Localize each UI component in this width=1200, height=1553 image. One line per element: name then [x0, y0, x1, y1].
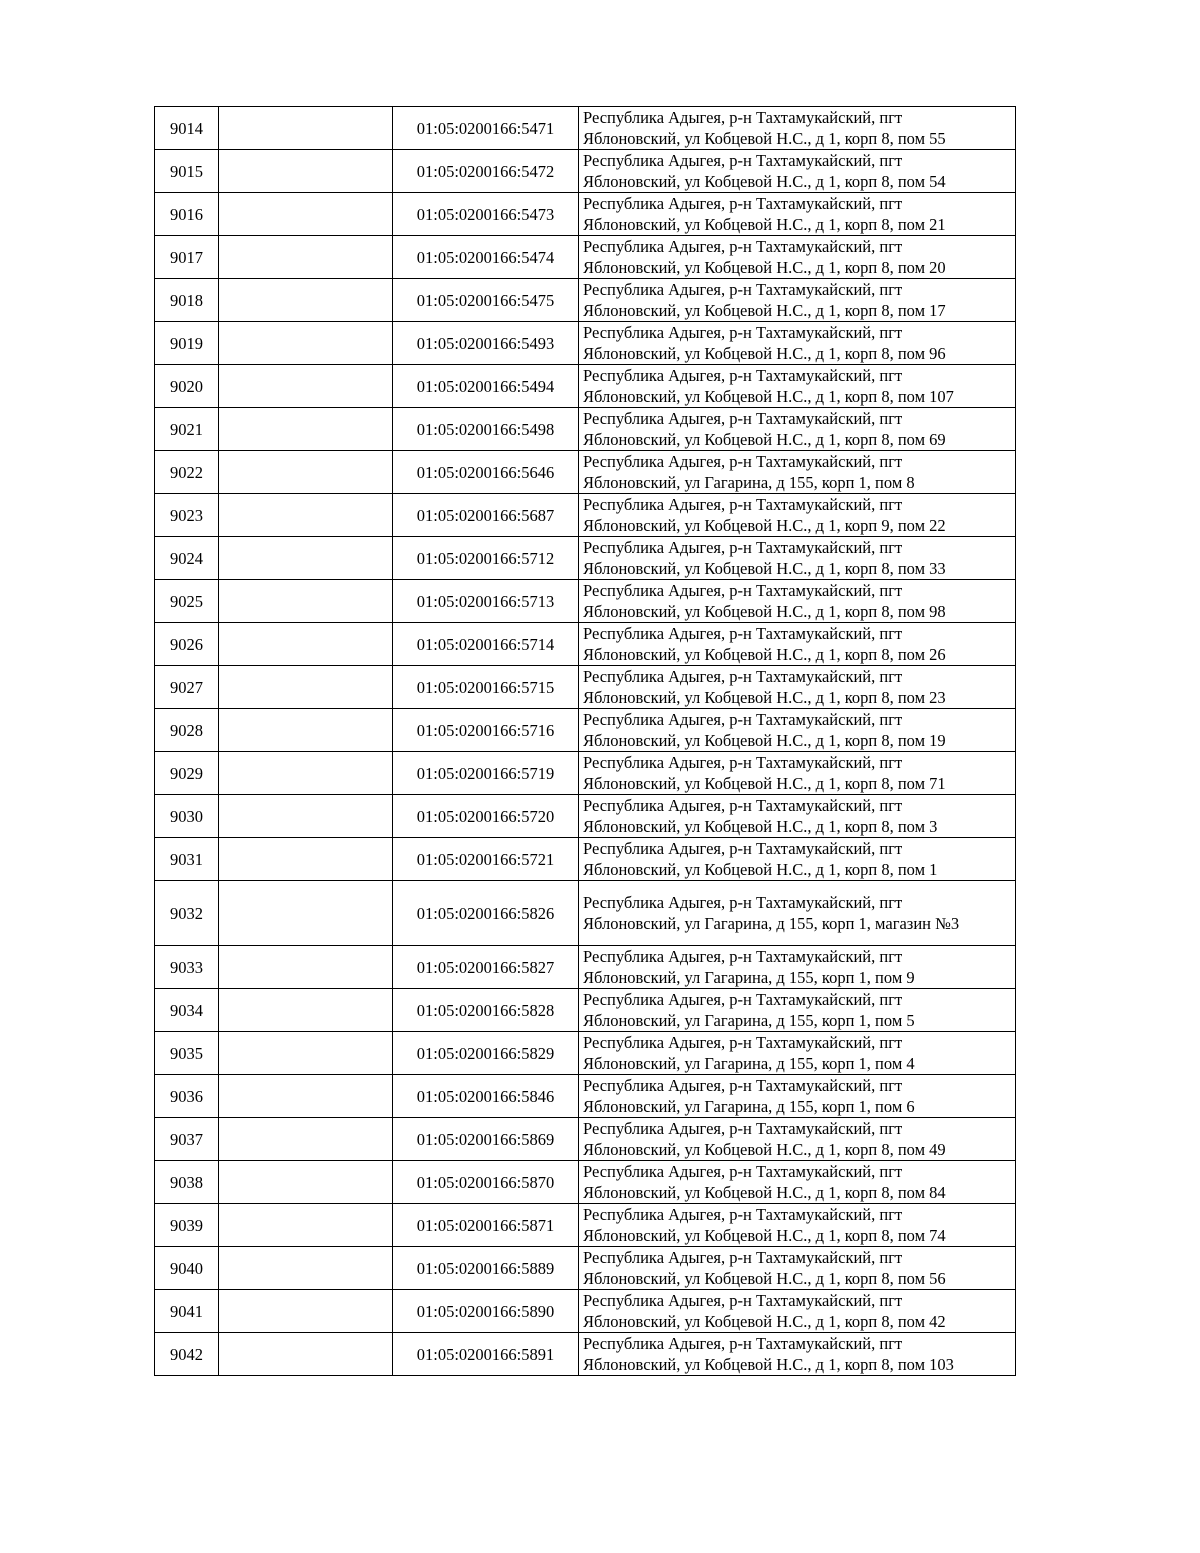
empty-cell — [219, 881, 393, 946]
address-line-2: Яблоновский, ул Кобцевой Н.С., д 1, корп 8, пом 26 — [583, 645, 946, 664]
address-line-2: Яблоновский, ул Кобцевой Н.С., д 1, корп 8, пом 55 — [583, 129, 946, 148]
address-cell — [579, 451, 1016, 494]
empty-cell — [219, 666, 393, 709]
table-row — [155, 1247, 1016, 1290]
row-number-cell: 9029 — [155, 752, 219, 795]
address-cell — [579, 1032, 1016, 1075]
empty-cell — [219, 1032, 393, 1075]
row-number-cell: 9028 — [155, 709, 219, 752]
address-line-1: Республика Адыгея, р-н Тахтамукайский, пгт — [583, 194, 903, 213]
cadastral-number-cell: 01:05:0200166:5493 — [393, 322, 579, 365]
address-cell — [579, 236, 1016, 279]
address-line-1: Республика Адыгея, р-н Тахтамукайский, пгт — [583, 409, 903, 428]
cadastral-number-cell: 01:05:0200166:5719 — [393, 752, 579, 795]
address-line-1: Республика Адыгея, р-н Тахтамукайский, пгт — [583, 323, 903, 342]
cadastral-number-cell: 01:05:0200166:5827 — [393, 946, 579, 989]
address-line-2: Яблоновский, ул Кобцевой Н.С., д 1, корп 8, пом 107 — [583, 387, 954, 406]
address-line-2: Яблоновский, ул Кобцевой Н.С., д 1, корп 8, пом 71 — [583, 774, 946, 793]
table-row — [155, 150, 1016, 193]
row-number-cell: 9035 — [155, 1032, 219, 1075]
address-cell — [579, 279, 1016, 322]
address-cell — [579, 1161, 1016, 1204]
address-cell — [579, 881, 1016, 946]
empty-cell — [219, 107, 393, 150]
address-line-2: Яблоновский, ул Гагарина, д 155, корп 1, пом 6 — [583, 1097, 915, 1116]
table-row — [155, 838, 1016, 881]
address-cell — [579, 193, 1016, 236]
table-row — [155, 537, 1016, 580]
empty-cell — [219, 279, 393, 322]
cadastral-number-cell: 01:05:0200166:5475 — [393, 279, 579, 322]
address-cell — [579, 1290, 1016, 1333]
address-line-1: Республика Адыгея, р-н Тахтамукайский, пгт — [583, 893, 903, 912]
cadastral-number-cell: 01:05:0200166:5889 — [393, 1247, 579, 1290]
row-number-cell: 9041 — [155, 1290, 219, 1333]
table-row — [155, 107, 1016, 150]
address-line-2: Яблоновский, ул Кобцевой Н.С., д 1, корп 8, пом 103 — [583, 1355, 954, 1374]
address-line-1: Республика Адыгея, р-н Тахтамукайский, пгт — [583, 990, 903, 1009]
address-line-1: Республика Адыгея, р-н Тахтамукайский, пгт — [583, 753, 903, 772]
address-line-1: Республика Адыгея, р-н Тахтамукайский, пгт — [583, 1248, 903, 1267]
address-line-1: Республика Адыгея, р-н Тахтамукайский, пгт — [583, 1162, 903, 1181]
row-number-cell: 9042 — [155, 1333, 219, 1376]
row-number-cell: 9031 — [155, 838, 219, 881]
table-row — [155, 580, 1016, 623]
cadastral-number-cell: 01:05:0200166:5712 — [393, 537, 579, 580]
table-row — [155, 881, 1016, 946]
address-cell — [579, 365, 1016, 408]
cadastral-number-cell: 01:05:0200166:5713 — [393, 580, 579, 623]
table-row — [155, 989, 1016, 1032]
row-number-cell: 9021 — [155, 408, 219, 451]
address-line-1: Республика Адыгея, р-н Тахтамукайский, пгт — [583, 1119, 903, 1138]
row-number-cell: 9038 — [155, 1161, 219, 1204]
address-line-1: Республика Адыгея, р-н Тахтамукайский, пгт — [583, 839, 903, 858]
table-row — [155, 451, 1016, 494]
address-cell — [579, 580, 1016, 623]
empty-cell — [219, 494, 393, 537]
table-row — [155, 795, 1016, 838]
row-number-cell: 9020 — [155, 365, 219, 408]
address-line-1: Республика Адыгея, р-н Тахтамукайский, пгт — [583, 495, 903, 514]
cadastral-number-cell: 01:05:0200166:5846 — [393, 1075, 579, 1118]
table-row — [155, 1075, 1016, 1118]
cadastral-number-cell: 01:05:0200166:5870 — [393, 1161, 579, 1204]
cadastral-number-cell: 01:05:0200166:5891 — [393, 1333, 579, 1376]
address-cell — [579, 1204, 1016, 1247]
cadastral-number-cell: 01:05:0200166:5871 — [393, 1204, 579, 1247]
address-line-2: Яблоновский, ул Кобцевой Н.С., д 1, корп 8, пом 96 — [583, 344, 946, 363]
address-cell — [579, 107, 1016, 150]
cadastral-number-cell: 01:05:0200166:5829 — [393, 1032, 579, 1075]
table-row — [155, 946, 1016, 989]
address-line-1: Республика Адыгея, р-н Тахтамукайский, пгт — [583, 108, 903, 127]
empty-cell — [219, 1333, 393, 1376]
address-line-2: Яблоновский, ул Кобцевой Н.С., д 1, корп 8, пом 42 — [583, 1312, 946, 1331]
address-line-2: Яблоновский, ул Кобцевой Н.С., д 1, корп 8, пом 21 — [583, 215, 946, 234]
table-row — [155, 408, 1016, 451]
table-row — [155, 1333, 1016, 1376]
address-line-2: Яблоновский, ул Кобцевой Н.С., д 1, корп 8, пом 56 — [583, 1269, 946, 1288]
address-cell — [579, 838, 1016, 881]
row-number-cell: 9023 — [155, 494, 219, 537]
address-line-2: Яблоновский, ул Кобцевой Н.С., д 1, корп 8, пом 19 — [583, 731, 946, 750]
cadastral-number-cell: 01:05:0200166:5687 — [393, 494, 579, 537]
address-cell — [579, 1333, 1016, 1376]
empty-cell — [219, 537, 393, 580]
cadastral-number-cell: 01:05:0200166:5826 — [393, 881, 579, 946]
empty-cell — [219, 1247, 393, 1290]
table-row — [155, 365, 1016, 408]
row-number-cell: 9033 — [155, 946, 219, 989]
address-cell — [579, 666, 1016, 709]
address-cell — [579, 752, 1016, 795]
row-number-cell: 9015 — [155, 150, 219, 193]
cadastral-number-cell: 01:05:0200166:5498 — [393, 408, 579, 451]
cadastral-number-cell: 01:05:0200166:5828 — [393, 989, 579, 1032]
address-line-1: Республика Адыгея, р-н Тахтамукайский, пгт — [583, 538, 903, 557]
empty-cell — [219, 752, 393, 795]
table-row — [155, 709, 1016, 752]
address-line-2: Яблоновский, ул Гагарина, д 155, корп 1, пом 8 — [583, 473, 915, 492]
row-number-cell: 9026 — [155, 623, 219, 666]
address-line-2: Яблоновский, ул Кобцевой Н.С., д 1, корп 8, пом 54 — [583, 172, 946, 191]
table-row — [155, 1161, 1016, 1204]
address-cell — [579, 494, 1016, 537]
row-number-cell: 9022 — [155, 451, 219, 494]
empty-cell — [219, 795, 393, 838]
cadastral-number-cell: 01:05:0200166:5890 — [393, 1290, 579, 1333]
cadastral-number-cell: 01:05:0200166:5471 — [393, 107, 579, 150]
empty-cell — [219, 1290, 393, 1333]
address-line-2: Яблоновский, ул Кобцевой Н.С., д 1, корп 8, пом 1 — [583, 860, 938, 879]
address-cell — [579, 1118, 1016, 1161]
address-line-2: Яблоновский, ул Кобцевой Н.С., д 1, корп 8, пом 49 — [583, 1140, 946, 1159]
empty-cell — [219, 709, 393, 752]
address-cell — [579, 1247, 1016, 1290]
address-line-1: Республика Адыгея, р-н Тахтамукайский, пгт — [583, 1291, 903, 1310]
row-number-cell: 9025 — [155, 580, 219, 623]
table-row — [155, 236, 1016, 279]
address-line-1: Республика Адыгея, р-н Тахтамукайский, пгт — [583, 1033, 903, 1052]
address-cell — [579, 1075, 1016, 1118]
empty-cell — [219, 623, 393, 666]
address-line-1: Республика Адыгея, р-н Тахтамукайский, пгт — [583, 624, 903, 643]
row-number-cell: 9019 — [155, 322, 219, 365]
table-row — [155, 193, 1016, 236]
table-row — [155, 623, 1016, 666]
table-row — [155, 752, 1016, 795]
empty-cell — [219, 193, 393, 236]
empty-cell — [219, 580, 393, 623]
cadastral-number-cell: 01:05:0200166:5646 — [393, 451, 579, 494]
property-registry-table — [154, 106, 1016, 1376]
address-line-2: Яблоновский, ул Кобцевой Н.С., д 1, корп 8, пом 33 — [583, 559, 946, 578]
empty-cell — [219, 1204, 393, 1247]
address-line-2: Яблоновский, ул Кобцевой Н.С., д 1, корп 8, пом 23 — [583, 688, 946, 707]
cadastral-number-cell: 01:05:0200166:5869 — [393, 1118, 579, 1161]
cadastral-number-cell: 01:05:0200166:5474 — [393, 236, 579, 279]
cadastral-number-cell: 01:05:0200166:5494 — [393, 365, 579, 408]
empty-cell — [219, 1161, 393, 1204]
empty-cell — [219, 150, 393, 193]
table-row — [155, 494, 1016, 537]
table-row — [155, 1118, 1016, 1161]
address-cell — [579, 946, 1016, 989]
address-line-2: Яблоновский, ул Гагарина, д 155, корп 1, магазин №3 — [583, 914, 960, 933]
row-number-cell: 9014 — [155, 107, 219, 150]
row-number-cell: 9016 — [155, 193, 219, 236]
cadastral-number-cell: 01:05:0200166:5472 — [393, 150, 579, 193]
empty-cell — [219, 838, 393, 881]
cadastral-number-cell: 01:05:0200166:5720 — [393, 795, 579, 838]
empty-cell — [219, 989, 393, 1032]
empty-cell — [219, 236, 393, 279]
address-line-2: Яблоновский, ул Кобцевой Н.С., д 1, корп 9, пом 22 — [583, 516, 946, 535]
address-cell — [579, 989, 1016, 1032]
cadastral-number-cell: 01:05:0200166:5714 — [393, 623, 579, 666]
address-line-1: Республика Адыгея, р-н Тахтамукайский, пгт — [583, 667, 903, 686]
row-number-cell: 9027 — [155, 666, 219, 709]
address-line-2: Яблоновский, ул Кобцевой Н.С., д 1, корп 8, пом 84 — [583, 1183, 946, 1202]
row-number-cell: 9040 — [155, 1247, 219, 1290]
row-number-cell: 9024 — [155, 537, 219, 580]
row-number-cell: 9030 — [155, 795, 219, 838]
address-line-1: Республика Адыгея, р-н Тахтамукайский, пгт — [583, 710, 903, 729]
address-cell — [579, 537, 1016, 580]
address-line-2: Яблоновский, ул Кобцевой Н.С., д 1, корп 8, пом 74 — [583, 1226, 946, 1245]
cadastral-number-cell: 01:05:0200166:5716 — [393, 709, 579, 752]
address-line-1: Республика Адыгея, р-н Тахтамукайский, пгт — [583, 1334, 903, 1353]
address-cell — [579, 709, 1016, 752]
address-line-1: Республика Адыгея, р-н Тахтамукайский, пгт — [583, 366, 903, 385]
table-row — [155, 1290, 1016, 1333]
address-line-2: Яблоновский, ул Кобцевой Н.С., д 1, корп 8, пом 69 — [583, 430, 946, 449]
address-line-1: Республика Адыгея, р-н Тахтамукайский, пгт — [583, 452, 903, 471]
address-line-2: Яблоновский, ул Гагарина, д 155, корп 1, пом 9 — [583, 968, 915, 987]
address-line-1: Республика Адыгея, р-н Тахтамукайский, пгт — [583, 237, 903, 256]
row-number-cell: 9017 — [155, 236, 219, 279]
row-number-cell: 9032 — [155, 881, 219, 946]
address-line-1: Республика Адыгея, р-н Тахтамукайский, пгт — [583, 796, 903, 815]
table-row — [155, 666, 1016, 709]
address-line-1: Республика Адыгея, р-н Тахтамукайский, пгт — [583, 1205, 903, 1224]
row-number-cell: 9039 — [155, 1204, 219, 1247]
row-number-cell: 9018 — [155, 279, 219, 322]
address-line-1: Республика Адыгея, р-н Тахтамукайский, пгт — [583, 1076, 903, 1095]
address-line-2: Яблоновский, ул Кобцевой Н.С., д 1, корп 8, пом 20 — [583, 258, 946, 277]
address-line-2: Яблоновский, ул Гагарина, д 155, корп 1, пом 4 — [583, 1054, 915, 1073]
registry-body — [155, 107, 1016, 1376]
table-row — [155, 279, 1016, 322]
empty-cell — [219, 322, 393, 365]
row-number-cell: 9034 — [155, 989, 219, 1032]
row-number-cell: 9036 — [155, 1075, 219, 1118]
address-cell — [579, 795, 1016, 838]
cadastral-number-cell: 01:05:0200166:5721 — [393, 838, 579, 881]
table-row — [155, 1032, 1016, 1075]
row-number-cell: 9037 — [155, 1118, 219, 1161]
table-row — [155, 1204, 1016, 1247]
address-cell — [579, 408, 1016, 451]
address-line-2: Яблоновский, ул Кобцевой Н.С., д 1, корп 8, пом 98 — [583, 602, 946, 621]
address-line-2: Яблоновский, ул Кобцевой Н.С., д 1, корп 8, пом 3 — [583, 817, 938, 836]
address-line-1: Республика Адыгея, р-н Тахтамукайский, пгт — [583, 581, 903, 600]
table-row — [155, 322, 1016, 365]
empty-cell — [219, 1118, 393, 1161]
empty-cell — [219, 946, 393, 989]
empty-cell — [219, 365, 393, 408]
address-cell — [579, 623, 1016, 666]
empty-cell — [219, 408, 393, 451]
address-cell — [579, 322, 1016, 365]
empty-cell — [219, 1075, 393, 1118]
empty-cell — [219, 451, 393, 494]
cadastral-number-cell: 01:05:0200166:5715 — [393, 666, 579, 709]
cadastral-number-cell: 01:05:0200166:5473 — [393, 193, 579, 236]
address-line-1: Республика Адыгея, р-н Тахтамукайский, пгт — [583, 280, 903, 299]
address-line-1: Республика Адыгея, р-н Тахтамукайский, пгт — [583, 151, 903, 170]
address-line-2: Яблоновский, ул Гагарина, д 155, корп 1, пом 5 — [583, 1011, 915, 1030]
address-cell — [579, 150, 1016, 193]
address-line-2: Яблоновский, ул Кобцевой Н.С., д 1, корп 8, пом 17 — [583, 301, 946, 320]
address-line-1: Республика Адыгея, р-н Тахтамукайский, пгт — [583, 947, 903, 966]
